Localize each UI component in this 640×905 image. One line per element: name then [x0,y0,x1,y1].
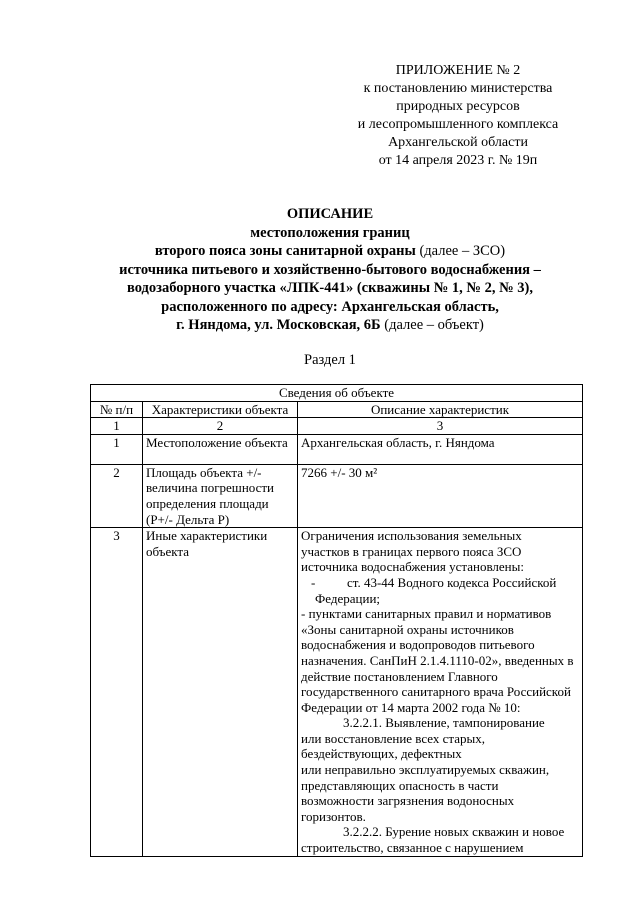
title-line: водозаборного участка «ЛПК-441» (скважины № 1, № 2, № 3), [126,280,533,296]
appendix-line: природных ресурсов [396,99,520,114]
column-number-row [91,418,583,435]
desc-line: Федерации; [315,590,381,606]
appendix-line: ПРИЛОЖЕНИЕ № 2 [395,63,521,78]
column-number: 3 [298,418,583,435]
column-number: 1 [91,418,143,435]
desc-line: возможности загрязнения водоносных [301,793,515,809]
desc-line: - пунктами санитарных правил и нормативов [301,606,552,622]
row-number: 2 [91,464,143,527]
appendix-line: Архангельской области [388,135,528,150]
title-line-normal: (далее – ЗСО) [415,243,506,259]
title-line [60,242,600,261]
desc-line: строительство, связанное с нарушением [301,840,524,856]
list-dash: - [311,574,316,590]
row-number: 1 [91,434,143,464]
appendix-line: от 14 апреля 2023 г. № 19п [378,153,538,168]
row-name [143,528,298,856]
desc-line: действие постановлением Главного [301,668,498,684]
row-name-line: величина погрешности [146,480,275,496]
column-header: № п/п [91,401,143,418]
title-heading: ОПИСАНИЕ [286,206,374,222]
title-line-bold: г. Няндома, ул. Московская, 6Б [176,317,381,333]
row-name: Местоположение объекта [143,434,298,464]
desc-line: «Зоны санитарной охраны источников [301,621,514,637]
desc-line: горизонтов. [301,808,366,824]
row-name-line: определения площади [146,495,269,511]
section-heading: Раздел 1 [304,352,356,368]
row-description: Архангельская область, г. Няндома [298,434,583,464]
row-name-line: Иные характеристики [146,528,268,544]
desc-line: бездействующих, дефектных [301,746,462,762]
appendix-line: и лесопромышленного комплекса [357,117,559,132]
appendix-header [328,62,588,170]
desc-line: Ограничения использования земельных [301,528,522,544]
title-line-bold: второго пояса зоны санитарной охраны [154,243,416,259]
desc-line: назначения. СанПиН 2.1.4.1110-02», введенных в [301,652,574,668]
row-name [143,464,298,527]
document-title [60,205,600,335]
title-line-normal: (далее – объект) [380,317,484,333]
desc-line: Федерации от 14 марта 2002 года № 10: [301,699,521,715]
column-header: Описание характеристик [298,401,583,418]
appendix-line: к постановлению министерства [363,81,553,96]
desc-line-text: ст. 43-44 Водного кодекса Российской [347,574,557,590]
desc-line [301,575,579,591]
row-description [298,528,583,856]
table-caption-row [91,385,583,402]
column-number: 2 [143,418,298,435]
row-number: 3 [91,528,143,856]
row-name-line: (Р+/- Дельта Р) [146,511,230,527]
desc-line: участков в границах первого пояса ЗСО [301,543,522,559]
table-row [91,434,583,464]
title-line [60,316,600,335]
table-header-row [91,401,583,418]
row-name-line: объекта [146,543,190,559]
table-row [91,464,583,527]
desc-line: 3.2.2.2. Бурение новых скважин и новое [343,824,565,840]
desc-line: государственного санитарного врача Российской [301,684,571,700]
desc-line: представляющих опасность в части [301,777,499,793]
row-name-line: Площадь объекта +/- [146,464,262,480]
desc-line: или восстановление всех старых, [301,730,485,746]
desc-line: источника водоснабжения установлены: [301,559,524,575]
desc-line: или неправильно эксплуатируемых скважин, [301,762,550,778]
desc-line: водоснабжения и водопроводов питьевого [301,637,535,653]
table-row [91,528,583,856]
desc-line: 3.2.2.1. Выявление, тампонирование [343,715,545,731]
table-caption: Сведения об объекте [91,385,583,402]
object-info-table [90,384,583,857]
title-line: источника питьевого и хозяйственно-бытового водоснабжения – [119,261,541,278]
title-line: расположенного по адресу: Архангельская область, [161,298,499,315]
row-description: 7266 +/- 30 м² [298,464,583,527]
column-header: Характеристики объекта [143,401,298,418]
title-line: местоположения границ [250,224,410,241]
